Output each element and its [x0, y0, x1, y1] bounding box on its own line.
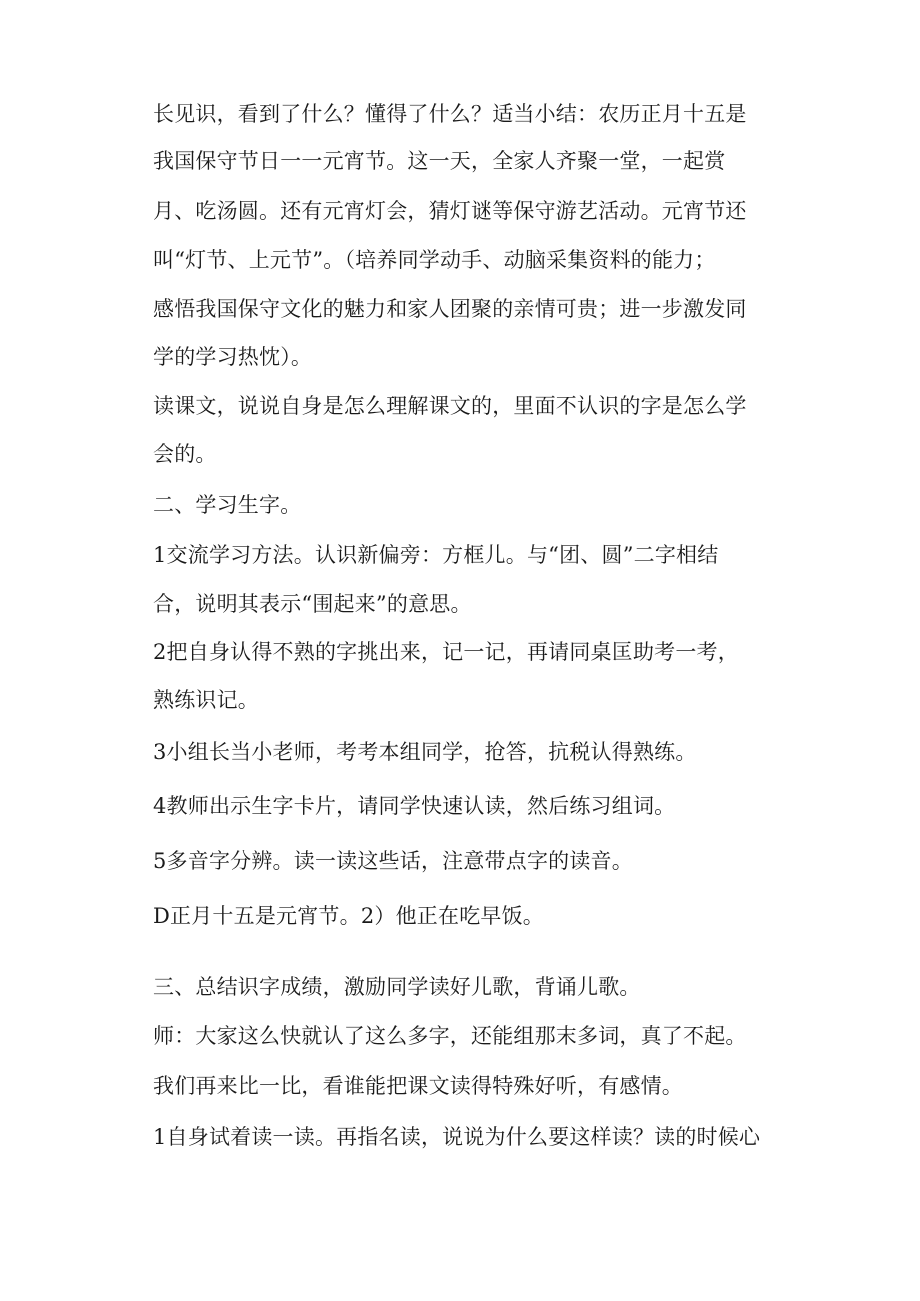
- text-line: 叫“灯节、上元节”。（培养同学动手、动脑采集资料的能力；: [153, 248, 716, 272]
- text-line: 2把自身认得不熟的字挑出来，记一记，再请同桌匡助考一考，: [153, 640, 739, 664]
- text-line: 1自身试着读一读。再指名读，说说为什么要这样读？读的时候心: [153, 1125, 761, 1149]
- text-line: 4教师出示生字卡片，请同学快速认读，然后练习组词。: [153, 794, 676, 818]
- text-line: 我们再来比一比，看谁能把课文读得特殊好听，有感情。: [153, 1074, 683, 1098]
- text-line: 读课文，说说自身是怎么理解课文的，里面不认识的字是怎么学: [153, 394, 747, 418]
- text-line: 月、吃汤圆。还有元宵灯会，猜灯谜等保守游艺活动。元宵节还: [153, 199, 747, 223]
- text-line: 长见识，看到了什么？懂得了什么？适当小结：农历正月十五是: [153, 102, 747, 126]
- text-line: 合，说明其表示“围起来”的意思。: [153, 592, 472, 616]
- text-line: 会的。: [153, 442, 217, 466]
- text-line: 学的学习热忱）。: [153, 345, 313, 369]
- section-heading: 二、学习生字。: [153, 493, 302, 517]
- text-line: D正月十五是元宵节。2）他正在吃早饭。: [153, 904, 544, 928]
- section-heading: 三、总结识字成绩，激励同学读好儿歌，背诵儿歌。: [153, 975, 641, 999]
- text-line: 熟练识记。: [153, 688, 259, 712]
- text-line: 师：大家这么快就认了这么多字，还能组那末多词，真了不起。: [153, 1024, 747, 1048]
- text-line: 5多音字分辨。读一读这些话，注意带点字的读音。: [153, 849, 633, 873]
- text-line: 感悟我国保守文化的魅力和家人团聚的亲情可贵；进一步激发同: [153, 297, 747, 321]
- text-line: 我国保守节日一一元宵节。这一天，全家人齐聚一堂，一起赏: [153, 149, 726, 173]
- text-line: 1交流学习方法。认识新偏旁：方框儿。与“团、圆”二字相结: [153, 543, 719, 567]
- text-line: 3小组长当小老师，考考本组同学，抢答，抗税认得熟练。: [153, 740, 697, 764]
